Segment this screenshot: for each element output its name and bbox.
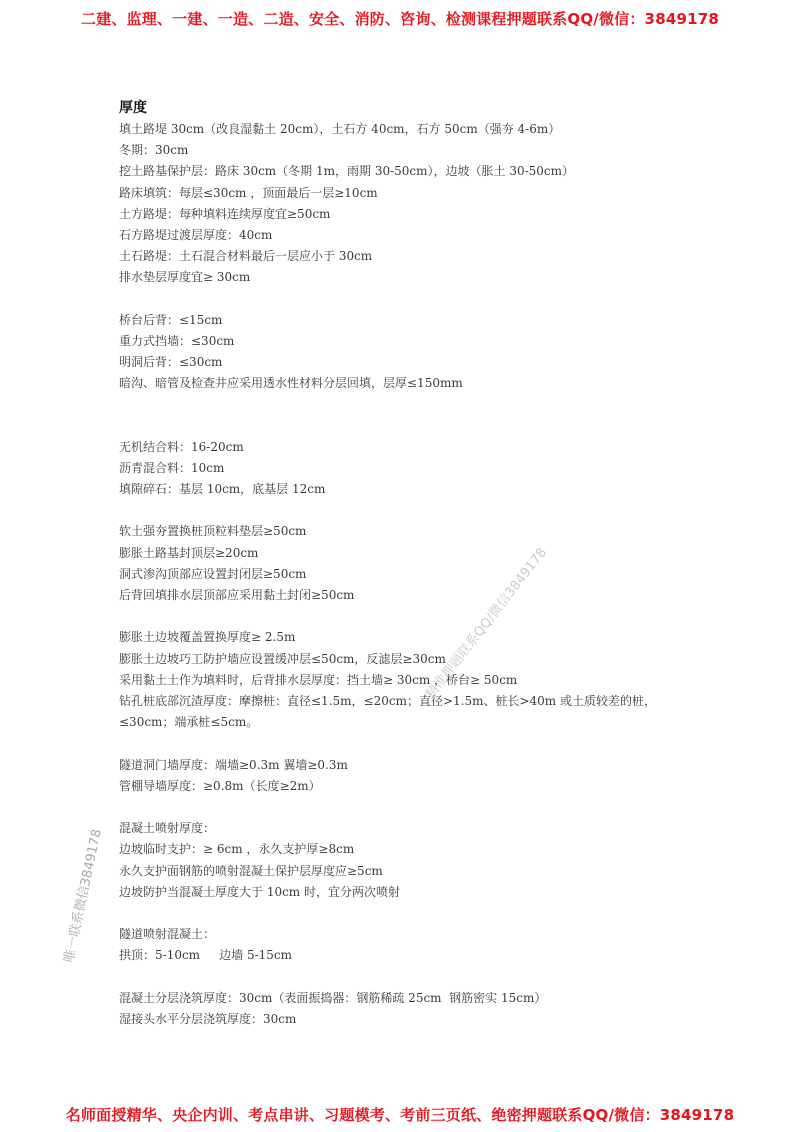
section-base-course [119,437,719,501]
text-line: 无机结合料：16-20cm [119,439,244,454]
text-line: 边坡临时支护：≥ 6cm ，永久支护厚≥8cm [119,842,355,857]
spacer [119,733,719,754]
text-line: 冬期：30cm [119,143,189,158]
text-line: 边坡防护当混凝土厚度大于 10cm 时，宜分两次喷射 [119,884,400,899]
section-subgrade [119,119,719,289]
section-special-subgrade [119,521,719,606]
text-line: 排水垫层厚度宜≥ 30cm [119,270,251,285]
text-line: 洞式渗沟顶部应设置封闭层≥50cm [119,566,307,581]
spacer [119,797,719,818]
text-line: 后背回填排水层顶部应采用黏土封闭≥50cm [119,588,355,603]
text-line: 软土强夯置换桩顶粒料垫层≥50cm [119,524,307,539]
spacer [119,606,719,627]
text-line: 采用黏土土作为填料时，后背排水层厚度：挡土墙≥ 30cm ，桥台≥ 50cm [119,672,518,687]
section-concrete-pouring [119,988,719,1030]
watermark-center: 精准押题联系QQ/微信3849178 [423,545,550,702]
text-line: 路床填筑：每层≤30cm ，顶面最后一层≥10cm [119,185,378,200]
text-line: 湿接头水平分层浇筑厚度：30cm [119,1012,297,1027]
text-line: 拱顶：5-10cm 边墙 5-15cm [119,948,293,963]
text-line: 混凝土喷射厚度： [119,821,216,836]
text-line: 填隙碎石：基层 10cm，底基层 12cm [119,482,326,497]
text-line: 膨胀土边坡覆盖置换厚度≥ 2.5m [119,630,296,645]
section-tunnel-shotcrete [119,924,719,966]
text-line: 暗沟、暗管及检查井应采用透水性材料分层回填，层厚≤150mm [119,376,463,391]
spacer [119,500,719,521]
section-tunnel-portal [119,755,719,797]
text-line: 管棚导墙厚度：≥0.8m（长度≥2m） [119,778,321,793]
page-title: 厚度 [119,100,147,116]
text-line: 挖土路基保护层：路床 30cm（冬期 1m，雨期 30-50cm），边坡（胀土 30-50cm） [119,164,575,179]
text-line: 膨胀土边坡巧工防护墙应设置缓冲层≤50cm，反滤层≥30cm [119,651,446,666]
bottom-banner: 名师面授精华、央企内训、考点串讲、习题模考、考前三页纸、绝密押题联系QQ/微信：3849178 [65,1106,735,1124]
section-expansive-soil [119,627,719,733]
text-line: 土方路堤：每种填料连续厚度宜≥50cm [119,206,331,221]
spacer [119,903,719,924]
top-banner: 二建、监理、一建、一造、二造、安全、消防、咨询、检测课程押题联系QQ/微信：3849178 [80,10,720,28]
text-line: 石方路堤过渡层厚度：40cm [119,228,273,243]
section-backfill [119,310,719,395]
spacer [119,289,719,310]
text-line: 土石路堤：土石混合材料最后一层应小于 30cm [119,249,373,264]
text-line: 隧道喷射混凝土： [119,927,216,942]
watermark-left: 唯一联系微信3849178 [61,827,105,964]
spacer [119,395,719,437]
document-body [119,98,719,1030]
spacer [119,967,719,988]
text-line: 桥台后背：≤15cm [119,312,223,327]
text-line: 钻孔桩底部沉渣厚度：摩擦桩：直径≤1.5m，≤20cm；直径>1.5m、桩长>40m 或土质较差的桩，≤30cm；端承桩≤5cm。 [119,694,656,730]
text-line: 沥青混合料：10cm [119,460,225,475]
text-line: 明洞后背：≤30cm [119,355,223,370]
text-line: 隧道洞门墙厚度：端墙≥0.3m 翼墙≥0.3m [119,757,348,772]
text-line: 填土路堤 30cm（改良湿黏土 20cm），土石方 40cm，石方 50cm（强夯 4-6m） [119,122,561,136]
text-line: 混凝土分层浇筑厚度：30cm（表面振捣器：钢筋稀疏 25cm 钢筋密实 15cm） [119,990,547,1005]
section-shotcrete [119,818,719,903]
text-line: 永久支护面钢筋的喷射混凝土保护层厚度应≥5cm [119,863,383,878]
text-line: 膨胀土路基封顶层≥20cm [119,545,259,560]
text-line: 重力式挡墙：≤30cm [119,334,235,349]
